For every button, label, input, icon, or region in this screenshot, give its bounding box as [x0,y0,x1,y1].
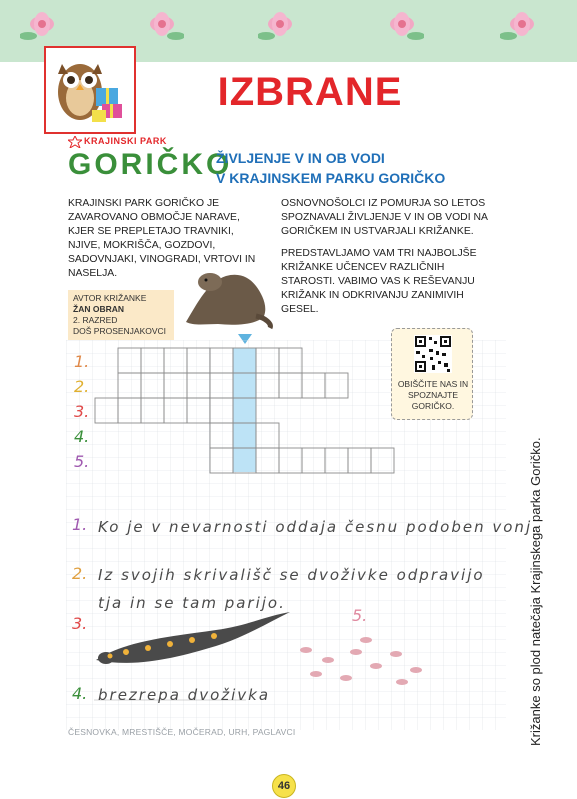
clue-2-line-2: tja in se tam parijo. [98,594,286,612]
flower-icon [258,6,302,42]
otter-illustration [178,262,274,332]
intro-left-paragraph: KRAJINSKI PARK GORIČKO JE ZAVAROVANO OBMOČJE NARAVE, KJER SE PREPLETAJO TRAVNIKI, NJIVE, MOKRIŠČA, GOZDOVI, SADOVNJAKI, VINOGRADI, VRTOVI IN NASELJA. [68,198,256,279]
row-number-1: 1. [74,352,90,371]
author-school: DOŠ PROSENJAKOVCI [73,326,167,336]
clue-1: Ko je v nevarnosti oddaja česnu podoben vonj. [98,518,539,536]
row-number-5: 5. [74,452,90,471]
clue-number-1: 1. [72,515,88,534]
qr-text: OBIŠČITE NAS IN SPOZNAJTE GORIČKO. [397,379,469,411]
star-logo-icon [68,136,82,148]
author-box [68,290,174,340]
clue-2-line-1: Iz svojih skrivališč se dvoživke odpravijo [98,566,485,584]
flower-icon [380,6,424,42]
intro-right-paragraph-1: OSNOVNOŠOLCI IZ POMURJA SO LETOS SPOZNAVALI ŽIVLJENJE V IN OB VODI NA GORIČKEM IN USTVARJALI KRIŽANKE. [281,198,488,237]
logo-big-text: GORIČKO [68,148,233,181]
page-number: 46 [272,774,296,798]
qr-info-box [391,328,473,420]
subtitle-line-2: V KRAJINSKEM PARKU GORIČKO [216,170,446,186]
intro-right-column [281,197,495,325]
krajinski-park-logo [64,136,233,186]
author-label: AVTOR KRIŽANKE [73,293,147,303]
logo-small-text: KRAJINSKI PARK [84,136,167,146]
page-title: IZBRANE [217,70,403,114]
owl-with-gifts-icon [46,48,130,128]
subtitle [216,148,546,188]
clue-4: brezrepa dvoživka [98,686,271,704]
owl-mascot-box [44,46,136,134]
author-name: ŽAN OBRAN [73,304,124,314]
clue-number-5: 5. [352,606,368,625]
flower-icon [140,6,184,42]
row-number-2: 2. [74,377,90,396]
clue-number-3: 3. [72,614,88,633]
clue-number-2: 2. [72,564,88,583]
intro-right-paragraph-2: PREDSTAVLJAMO VAM TRI NAJBOLJŠE KRIŽANKE UČENCEV RAZLIČNIH STAROSTI. VABIMO VAS K REŠEVANJU KRIŽANK IN ODKRIVANJU ZANIMIVIH GESEL. [281,248,477,315]
row-number-4: 4. [74,427,90,446]
clue-number-4: 4. [72,684,88,703]
row-number-3: 3. [74,402,90,421]
flower-icon [20,6,64,42]
answers-line: ČESNOVKA, MRESTIŠČE, MOČERAD, URH, PAGLAVCI [68,727,296,737]
subtitle-line-1: ŽIVLJENJE V IN OB VODI [216,150,385,166]
qr-code-icon [414,335,452,373]
author-grade: 2. RAZRED [73,315,118,325]
flower-icon [500,6,544,42]
side-note: Križanke so plod natečaja Krajinskega parka Goričko. [528,437,543,746]
